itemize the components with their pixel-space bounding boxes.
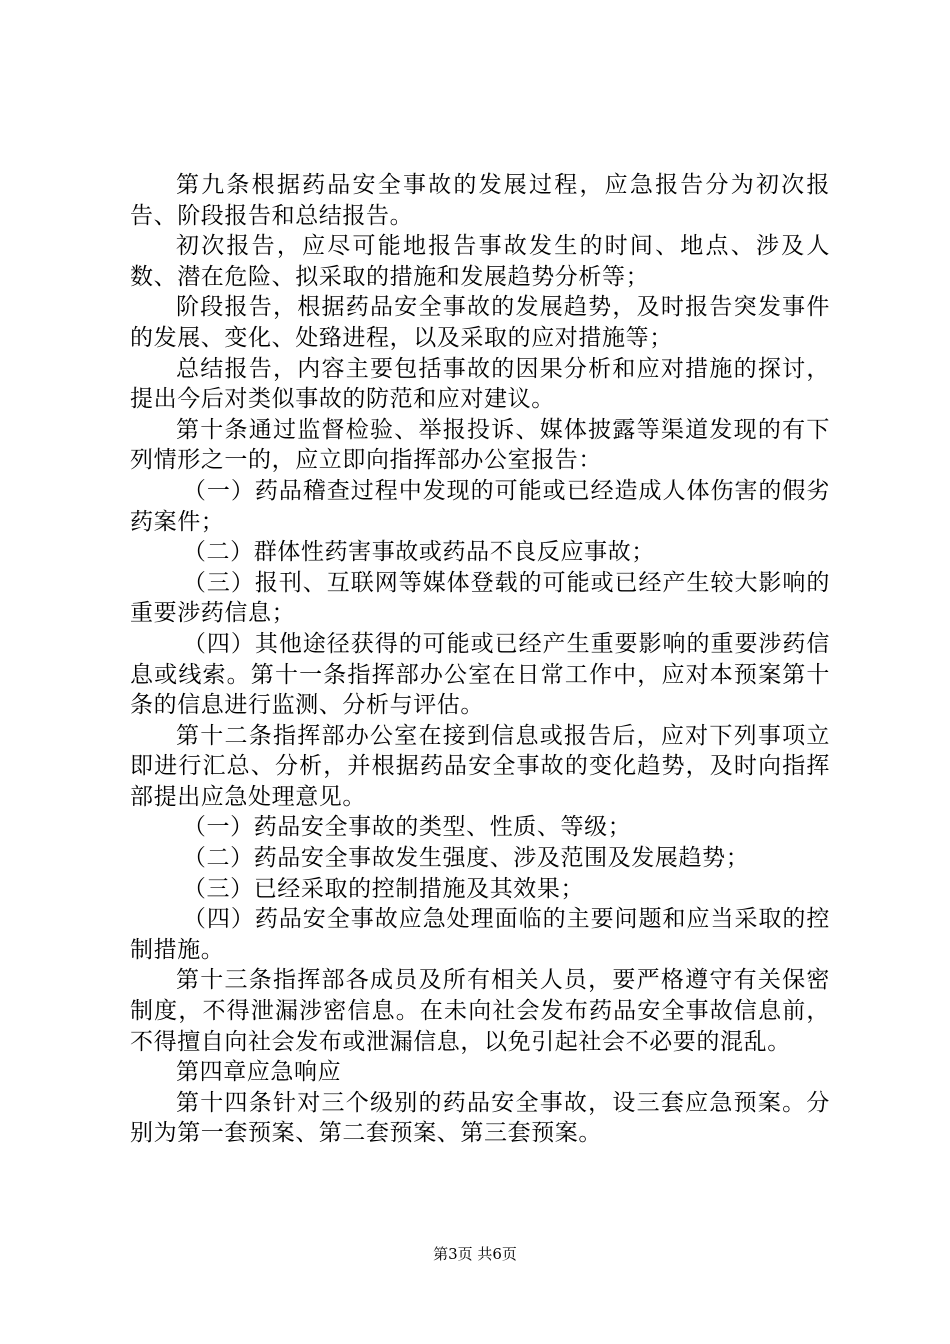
paragraph-article-13: 第十三条指挥部各成员及所有相关人员，要严格遵守有关保密制度，不得泄漏涉密信息。在未向社会发布药品安全事故信息前，不得擅自向社会发布或泄漏信息，以免引起社会不必要的混乱。 [130, 967, 830, 1055]
list-item-10-3: （三）报刊、互联网等媒体登载的可能或已经产生较大影响的重要涉药信息； [130, 569, 830, 627]
paragraph-article-9: 第九条根据药品安全事故的发展过程，应急报告分为初次报告、阶段报告和总结报告。 [130, 172, 830, 229]
paragraph-stage-report: 阶段报告，根据药品安全事故的发展趋势，及时报告突发事件的发展、变化、处臵进程，以及采取的应对措施等； [130, 294, 830, 351]
list-item-10-2: （二）群体性药害事故或药品不良反应事故； [182, 539, 655, 566]
paragraph-article-14: 第十四条针对三个级别的药品安全事故，设三套应急预案。分别为第一套预案、第二套预案、第三套预案。 [130, 1089, 830, 1147]
page-footer: 第3页 共6页 [433, 1245, 517, 1263]
list-item-12-2: （二）药品安全事故发生强度、涉及范围及发展趋势； [182, 845, 750, 872]
paragraph-article-12: 第十二条指挥部办公室在接到信息或报告后，应对下列事项立即进行汇总、分析，并根据药品安全事故的变化趋势，及时向指挥部提出应急处理意见。 [130, 722, 830, 810]
paragraph-article-10: 第十条通过监督检验、举报投诉、媒体披露等渠道发现的有下列情形之一的，应立即向指挥部办公室报告： [130, 416, 830, 474]
list-item-10-4: （四）其他途径获得的可能或已经产生重要影响的重要涉药信息或线索。第十一条指挥部办公室在日常工作中，应对本预案第十条的信息进行监测、分析与评估。 [130, 630, 830, 719]
paragraph-summary-report: 总结报告，内容主要包括事故的因果分析和应对措施的探讨，提出今后对类似事故的防范和应对建议。 [130, 355, 830, 413]
list-item-12-3: （三）已经采取的控制措施及其效果； [182, 875, 585, 902]
paragraph-initial-report: 初次报告，应尽可能地报告事故发生的时间、地点、涉及人数、潜在危险、拟采取的措施和发展趋势分析等； [130, 233, 830, 290]
list-item-12-1: （一）药品安全事故的类型、性质、等级； [182, 814, 632, 841]
list-item-10-1: （一）药品稽查过程中发现的可能或已经造成人体伤害的假劣药案件； [130, 477, 830, 535]
chapter-heading: 第四章应急响应 [176, 1059, 342, 1086]
document-body [130, 170, 830, 1149]
list-item-12-4: （四）药品安全事故应急处理面临的主要问题和应当采取的控制措施。 [130, 906, 830, 963]
